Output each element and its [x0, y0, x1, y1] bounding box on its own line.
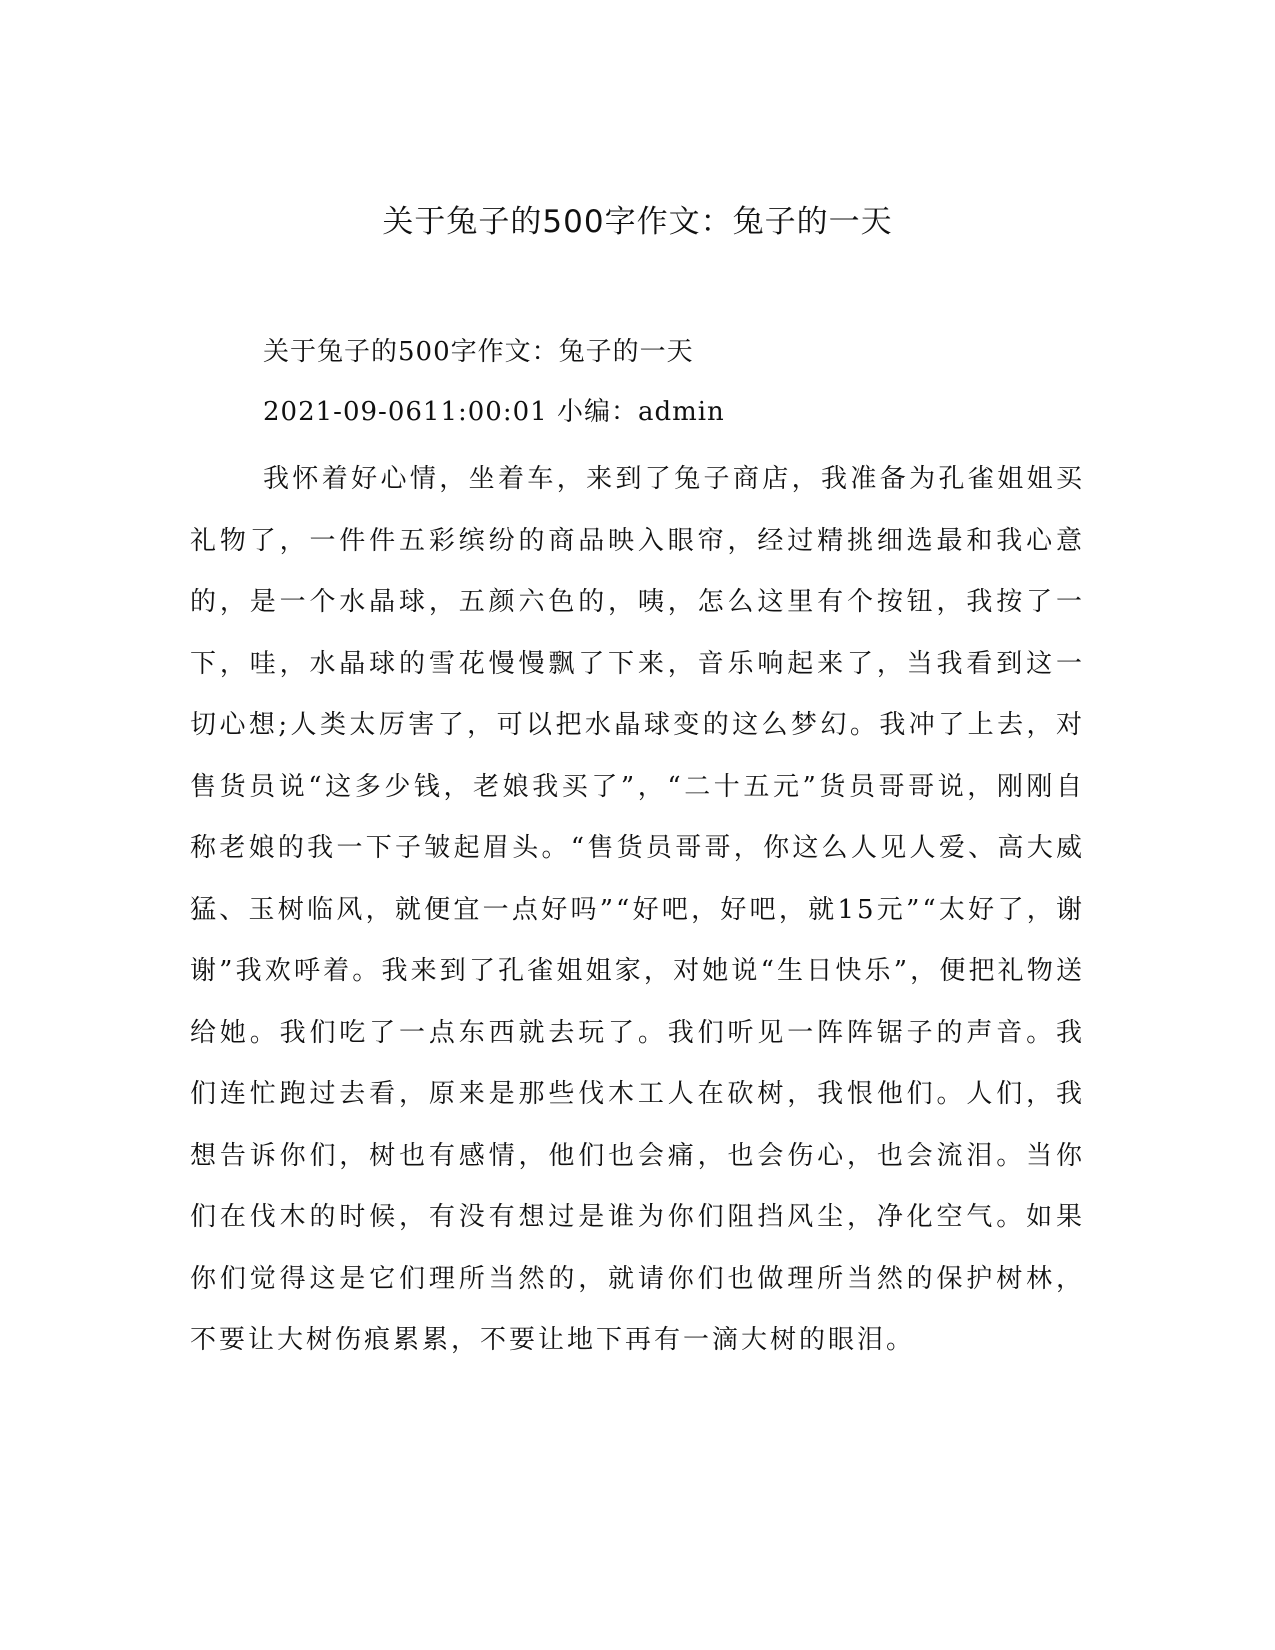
document-subtitle: 关于兔子的500字作文：兔子的一天 — [263, 337, 694, 367]
publish-meta: 2021-09-0611:00:01 小编：admin — [263, 397, 725, 427]
document-title: 关于兔子的500字作文：兔子的一天 — [382, 204, 893, 240]
essay-body: 我怀着好心情，坐着车，来到了兔子商店，我准备为孔雀姐姐买礼物了，一件件五彩缤纷的商品映入眼帘，经过精挑细选最和我心意的，是一个水晶球，五颜六色的，咦，怎么这里有个按钮，我按了一下，哇，水晶球的雪花慢慢飘了下来，音乐响起来了，当我看到这一切心想;人类太厉害了，可以把水晶球变的这么梦幻。我冲了上去，对售货员说“这多少钱，老娘我买了”，“二十五元”货员哥哥说，刚刚自称老娘的我一下子皱起眉头。“售货员哥哥，你这么人见人爱、高大威猛、玉树临风，就便宜一点好吗”“好吧，好吧，就15元”“太好了，谢谢”我欢呼着。我来到了孔雀姐姐家，对她说“生日快乐”，便把礼物送给她。我们吃了一点东西就去玩了。我们听见一阵阵锯子的声音。我们连忙跑过去看，原来是那些伐木工人在砍树，我恨他们。人们，我想告诉你们，树也有感情，他们也会痛，也会伤心，也会流泪。当你们在伐木的时候，有没有想过是谁为你们阻挡风尘，净化空气。如果你们觉得这是它们理所当然的，就请你们也做理所当然的保护树林，不要让大树伤痕累累，不要让地下再有一滴大树的眼泪。 — [190, 464, 1085, 1355]
